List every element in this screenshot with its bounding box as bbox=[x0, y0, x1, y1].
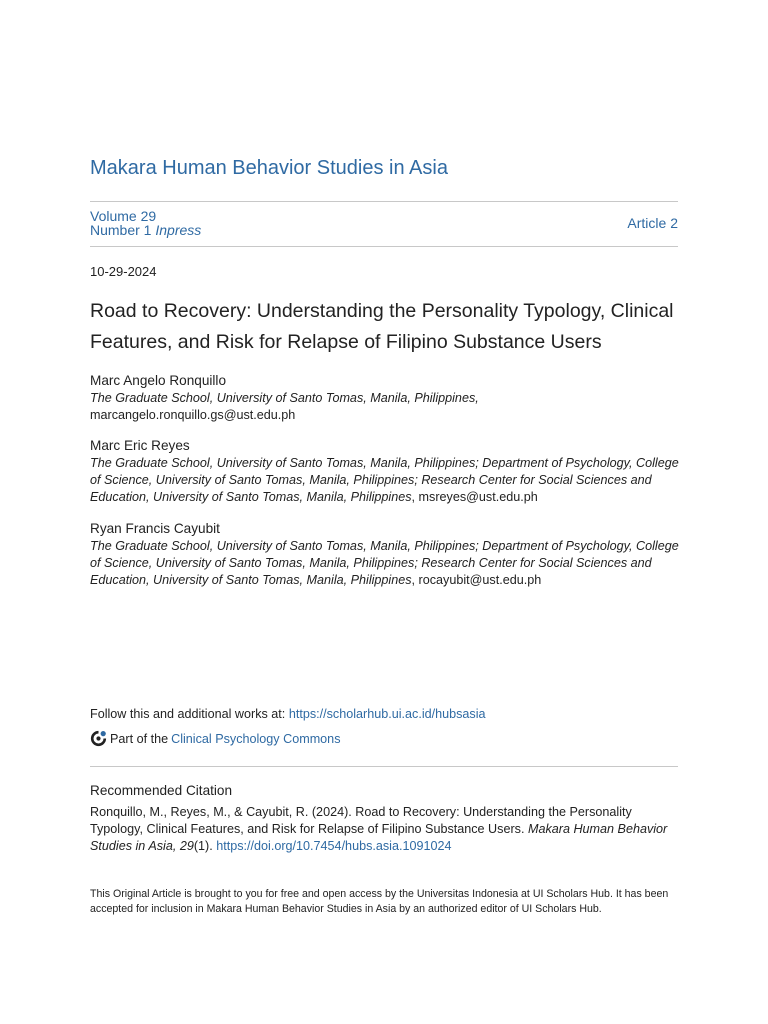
author-email: , rocayubit@ust.edu.ph bbox=[411, 573, 542, 587]
author-email: marcangelo.ronquillo.gs@ust.edu.ph bbox=[90, 408, 296, 422]
hubsasia-link[interactable]: https://scholarhub.ui.ac.id/hubsasia bbox=[288, 707, 486, 721]
journal-title[interactable]: Makara Human Behavior Studies in Asia bbox=[90, 157, 448, 179]
follow-text: Follow this and additional works at: bbox=[90, 707, 289, 721]
number-text[interactable]: Number 1 bbox=[90, 222, 152, 238]
author-3 bbox=[90, 520, 680, 589]
author-2 bbox=[90, 437, 680, 506]
citation-text bbox=[90, 804, 680, 855]
clinical-psychology-commons-link[interactable]: Clinical Psychology Commons bbox=[171, 731, 341, 746]
citation-journal: Makara Human Behavior Studies in Asia, 29 bbox=[90, 822, 668, 853]
author-affiliation bbox=[90, 390, 680, 424]
divider-bottom bbox=[90, 766, 678, 767]
doi-link[interactable]: https://doi.org/10.7454/hubs.asia.1091024 bbox=[216, 839, 452, 853]
volume-info[interactable] bbox=[90, 209, 201, 237]
author-name: Marc Angelo Ronquillo bbox=[90, 373, 227, 388]
citation-issue: (1). bbox=[193, 839, 217, 853]
part-of-text: Part of the bbox=[110, 731, 169, 746]
follow-line bbox=[90, 707, 486, 721]
access-notice: This Original Article is brought to you for free and open access by the Universitas Indonesia at UI Scholars Hub. It has been accepted for inclusion in Makara Human Behavior Studies in Asia by an authorized editor of UI Scholars Hub. bbox=[90, 888, 669, 915]
divider-top bbox=[90, 201, 678, 202]
divider-middle bbox=[90, 246, 678, 247]
article-title: Road to Recovery: Understanding the Personality Typology, Clinical Features, and Risk for Relapse of Filipino Substance Users bbox=[90, 300, 674, 353]
part-of-line bbox=[90, 730, 341, 747]
affiliation-text: The Graduate School, University of Santo Tomas, Manila, Philippines, bbox=[90, 391, 479, 405]
number-label[interactable] bbox=[90, 223, 201, 237]
commons-network-icon bbox=[90, 730, 107, 747]
citation-body: Ronquillo, M., Reyes, M., & Cayubit, R. (2024). Road to Recovery: Understanding the Personality Typology, Clinical Features, and Risk for Relapse of Filipino Substance Users. bbox=[90, 805, 632, 836]
inpress-label[interactable]: Inpress bbox=[155, 222, 202, 238]
recommended-citation-heading: Recommended Citation bbox=[90, 783, 233, 798]
author-name: Marc Eric Reyes bbox=[90, 438, 190, 453]
author-affiliation bbox=[90, 455, 680, 506]
author-1 bbox=[90, 372, 680, 424]
author-email: , msreyes@ust.edu.ph bbox=[411, 490, 538, 504]
author-affiliation bbox=[90, 538, 680, 589]
affiliation-text: The Graduate School, University of Santo Tomas, Manila, Philippines; Department of Psychology, College of Science, University of Santo Tomas, Manila, Philippines; Research Center for Social Sciences and Education, University of Santo Tomas, Manila, Philippines bbox=[90, 539, 679, 587]
article-number-link[interactable]: Article 2 bbox=[627, 215, 678, 231]
publication-date: 10-29-2024 bbox=[90, 264, 157, 279]
affiliation-text: The Graduate School, University of Santo Tomas, Manila, Philippines; Department of Psychology, College of Science, University of Santo Tomas, Manila, Philippines; Research Center for Social Sciences and Education, University of Santo Tomas, Manila, Philippines bbox=[90, 456, 679, 504]
volume-label[interactable]: Volume 29 bbox=[90, 208, 157, 224]
author-name: Ryan Francis Cayubit bbox=[90, 521, 220, 536]
